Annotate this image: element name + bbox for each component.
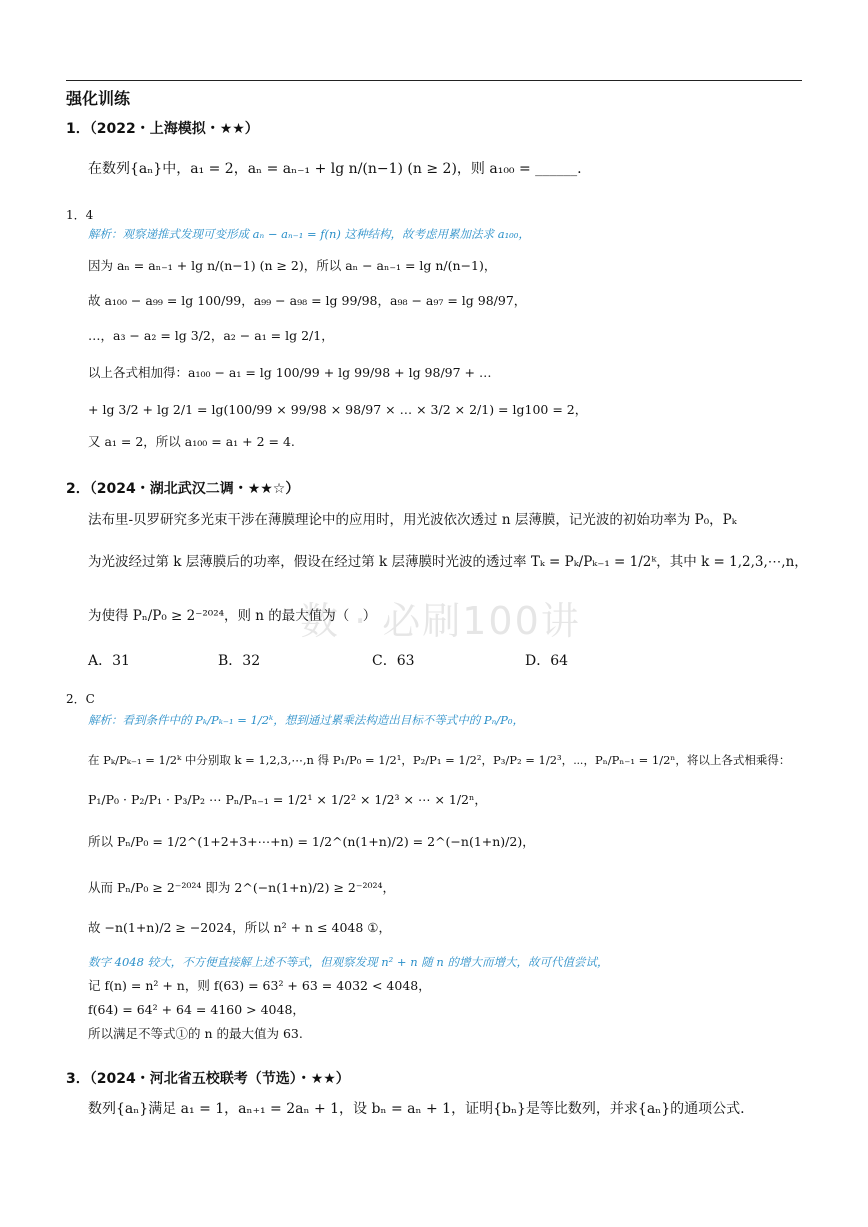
q2-solution-line: f(64) = 64² + 64 = 4160 > 4048，	[88, 1002, 305, 1017]
q1-solution-line: 因为 aₙ = aₙ₋₁ + lg n/(n−1) (n ≥ 2)，所以 aₙ − aₙ₋₁ = lg n/(n−1)，	[88, 258, 497, 273]
q2-solution-line: 数字 4048 较大，不方便直接解上述不等式，但观察发现 n² + n 随 n 的增大而增大，故可代值尝试，	[88, 955, 609, 969]
q1-solution-line: 以上各式相加得：a₁₀₀ − a₁ = lg 100/99 + lg 99/98 + lg 98/97 + …	[88, 365, 492, 380]
q3-header: 3．（2024・河北省五校联考（节选）・★★）	[66, 1071, 350, 1087]
q3-text: 数列{aₙ}满足 a₁ = 1，aₙ₊₁ = 2aₙ + 1，设 bₙ = aₙ + 1，证明{bₙ}是等比数列，并求{aₙ}的通项公式.	[88, 1101, 745, 1117]
q1-solution-line: 故 a₁₀₀ − a₉₉ = lg 100/99，a₉₉ − a₉₈ = lg 99/98，a₉₈ − a₉₇ = lg 98/97，	[88, 293, 527, 308]
q2-option-b: B．32	[218, 653, 261, 669]
q1-solution-line: 又 a₁ = 2，所以 a₁₀₀ = a₁ + 2 = 4.	[88, 434, 295, 449]
q2-solution-line: 从而 Pₙ/P₀ ≥ 2⁻²⁰²⁴ 即为 2^(−n(1+n)/2) ≥ 2⁻²⁰²⁴，	[88, 880, 396, 895]
q2-solution-line: 故 −n(1+n)/2 ≥ −2024，所以 n² + n ≤ 4048 ①，	[88, 920, 392, 935]
q1-solution-line: + lg 3/2 + lg 2/1 = lg(100/99 × 99/98 × 98/97 × … × 3/2 × 2/1) = lg100 = 2，	[88, 402, 588, 417]
q2-solution-line: 记 f(n) = n² + n，则 f(63) = 63² + 63 = 4032 < 4048，	[88, 978, 431, 993]
q2-solution-line: 所以 Pₙ/P₀ = 1/2^(1+2+3+⋯+n) = 1/2^(n(1+n)/2) = 2^(−n(1+n)/2)，	[88, 834, 535, 849]
q1-header: 1．（2022・上海模拟・★★）	[66, 121, 259, 137]
q1-text: 在数列{aₙ}中，a₁ = 2，aₙ = aₙ₋₁ + lg n/(n−1) (n ≥ 2)，则 a₁₀₀ = ______.	[88, 161, 582, 177]
section-title: 强化训练	[66, 89, 131, 108]
q2-option-d: D．64	[525, 653, 569, 669]
q2-text-line: 为使得 Pₙ/P₀ ≥ 2⁻²⁰²⁴，则 n 的最大值为（ ）	[88, 608, 377, 624]
q2-solution-line: 解析：看到条件中的 Pₖ/Pₖ₋₁ = 1/2ᵏ，想到通过累乘法构造出目标不等式中的 Pₙ/P₀，	[88, 713, 524, 727]
q2-header: 2．（2024・湖北武汉二调・★★☆）	[66, 481, 300, 497]
q2-solution-line: 在 Pₖ/Pₖ₋₁ = 1/2ᵏ 中分别取 k = 1,2,3,⋯,n 得 P₁/P₀ = 1/2¹，P₂/P₁ = 1/2²，P₃/P₂ = 1/2³，⋯，Pₙ/Pₙ₋₁ = 1/2ⁿ，将以上各式相乘得：	[88, 753, 791, 767]
q1-solution-line: …，a₃ − a₂ = lg 3/2，a₂ − a₁ = lg 2/1，	[88, 328, 334, 343]
q2-option-c: C．63	[372, 653, 415, 669]
q2-option-a: A．31	[88, 653, 130, 669]
q2-solution-line: P₁/P₀ · P₂/P₁ · P₃/P₂ ⋯ Pₙ/Pₙ₋₁ = 1/2¹ × 1/2² × 1/2³ × ⋯ × 1/2ⁿ，	[88, 792, 487, 807]
watermark: 数 · 必刷100讲	[300, 599, 581, 643]
q2-solution-line: 所以满足不等式①的 n 的最大值为 63.	[88, 1026, 303, 1041]
q2-answer: 2．C	[66, 692, 95, 706]
q1-solution-line: 解析：观察递推式发现可变形成 aₙ − aₙ₋₁ = f(n) 这种结构，故考虑用累加法求 a₁₀₀，	[88, 227, 530, 241]
q2-text-line: 法布里-贝罗研究多光束干涉在薄膜理论中的应用时，用光波依次透过 n 层薄膜，记光波的初始功率为 P₀，Pₖ	[88, 512, 737, 528]
q2-text-line: 为光波经过第 k 层薄膜后的功率，假设在经过第 k 层薄膜时光波的透过率 Tₖ = Pₖ/Pₖ₋₁ = 1/2ᵏ，其中 k = 1,2,3,⋯,n，	[88, 554, 808, 570]
q1-answer: 1．4	[66, 208, 94, 222]
header-rule	[66, 80, 802, 81]
